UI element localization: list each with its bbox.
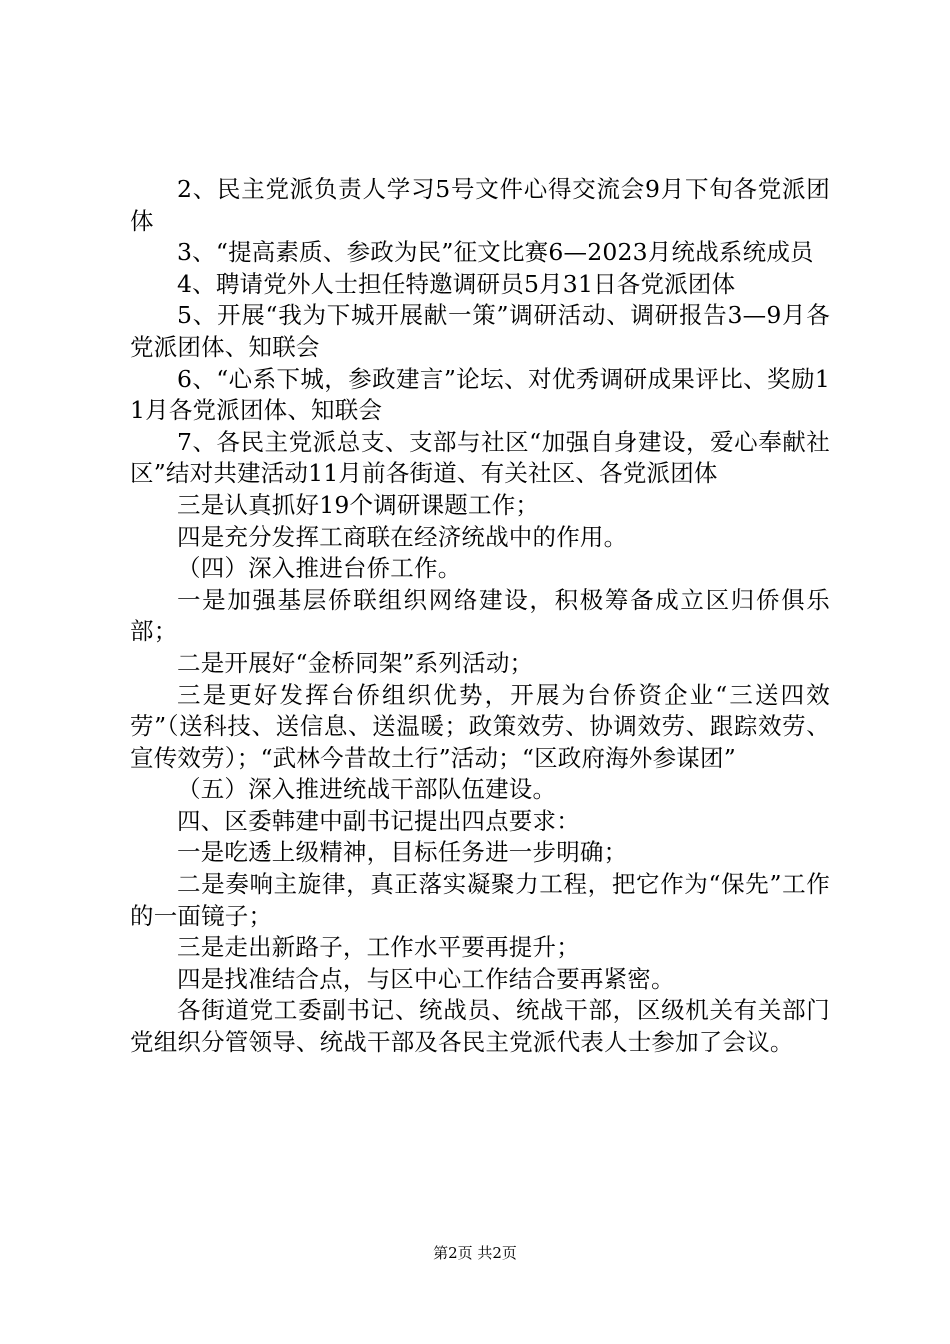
paragraph: 二是开展好“金桥同架”系列活动； [177, 648, 534, 677]
paragraph: 2、民主党派负责人学习5号文件心得交流会9月下旬各党派团体 [130, 175, 830, 235]
paragraph: 4、聘请党外人士担任特邀调研员5月31日各党派团体 [177, 269, 736, 298]
page-number-footer: 第2页 共2页 [433, 1244, 517, 1262]
paragraph: 四是充分发挥工商联在经济统战中的作用。 [177, 522, 628, 551]
paragraph: 5、开展“我为下城开展献一策”调研活动、调研报告3—9月各党派团体、知联会 [130, 301, 830, 361]
paragraph: 三是更好发挥台侨组织优势，开展为台侨资企业“三送四效劳”（送科技、送信息、送温暖；政策效劳、协调效劳、跟踪效劳、宣传效劳）；“武林今昔故土行”活动；“区政府海外参谋团” [130, 680, 830, 772]
document-body [130, 174, 830, 1059]
paragraph: 三是走出新路子，工作水平要再提升； [177, 933, 580, 962]
paragraph: 二是奏响主旋律，真正落实凝聚力工程，把它作为“保先”工作的一面镜子； [130, 870, 830, 930]
paragraph: 三是认真抓好19个调研课题工作； [177, 490, 540, 519]
paragraph: 6、“心系下城，参政建言”论坛、对优秀调研成果评比、奖励11月各党派团体、知联会 [130, 364, 830, 425]
section-heading: （五）深入推进统战干部队伍建设。 [177, 775, 557, 804]
section-heading: （四）深入推进台侨工作。 [177, 554, 462, 583]
paragraph: 3、“提高素质、参政为民”征文比赛6—2023月统战系统成员 [177, 238, 814, 267]
paragraph: 一是加强基层侨联组织网络建设，积极筹备成立区归侨俱乐部； [130, 585, 830, 646]
paragraph: 四是找准结合点，与区中心工作结合要再紧密。 [177, 964, 675, 993]
paragraph: 各街道党工委副书记、统战员、统战干部，区级机关有关部门党组织分管领导、统战干部及各民主党派代表人士参加了会议。 [130, 996, 830, 1057]
paragraph: 7、各民主党派总支、支部与社区“加强自身建设，爱心奉献社区”结对共建活动11月前各街道、有关社区、各党派团体 [130, 427, 830, 488]
section-heading: 四、区委韩建中副书记提出四点要求： [177, 806, 580, 835]
paragraph: 一是吃透上级精神，目标任务进一步明确； [177, 838, 628, 867]
